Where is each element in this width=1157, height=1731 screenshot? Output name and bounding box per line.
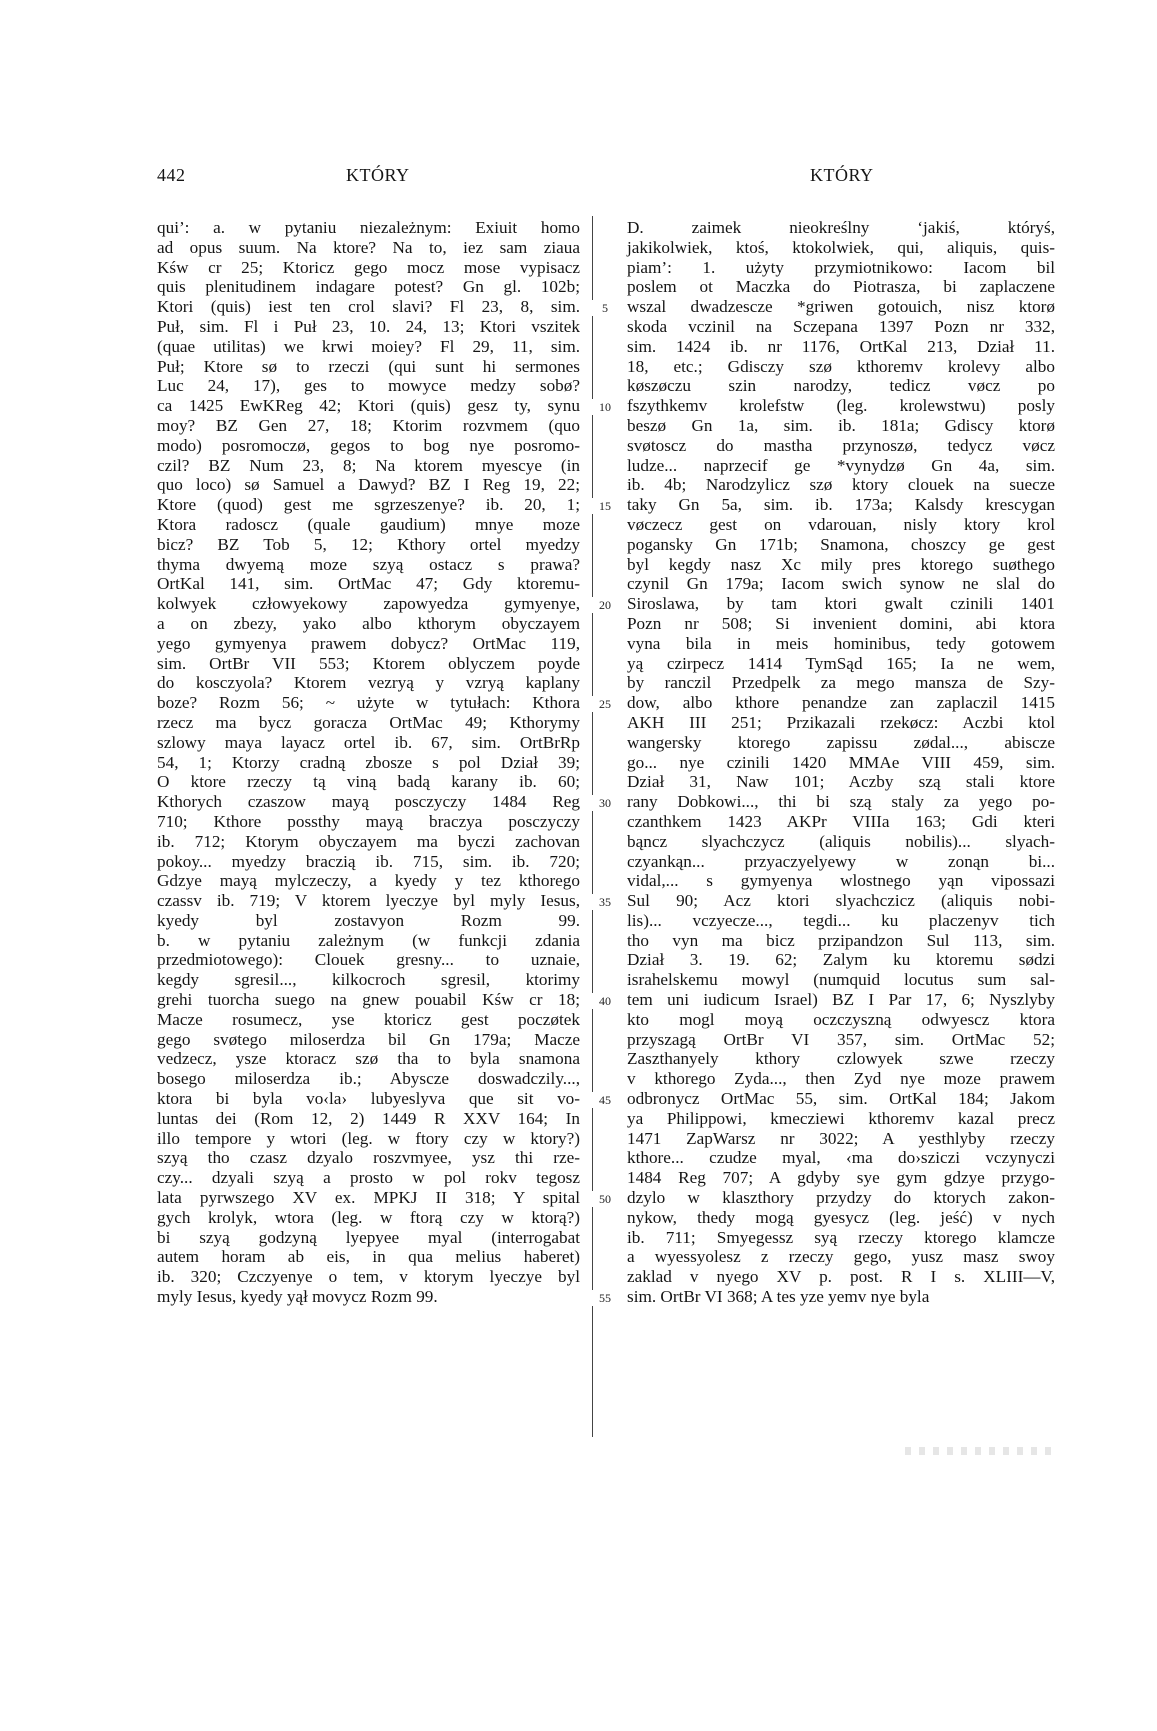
text-line: ib. 4b; Narodzylicz szø ktory clouek na suecze	[627, 475, 1055, 495]
text-line: vidal,... s gymyenya wlostnego yąn vipossazi	[627, 871, 1055, 891]
text-line: Macze rosumecz, yse ktoricz gest poczøtek	[157, 1009, 580, 1029]
text-line: sim. OrtBr VI 368; A tes yze yemv nye byla	[627, 1287, 930, 1307]
text-line: taky Gn 5a, sim. ib. 173a; Kalsdy krescygan	[627, 495, 1055, 515]
text-line: ib. 711; Smyegessz syą rzeczy ktorego klamcze	[627, 1227, 1055, 1247]
text-line: myly Iesus, kyedy yął movycz Rozm 99.	[157, 1287, 438, 1307]
text-line: do kosczyola? Ktorem vezryą y vzryą kaplany	[157, 673, 580, 693]
text-line: AKH III 251; Przikazali rzekøcz: Aczbi ktol	[627, 712, 1055, 732]
text-line: b. w pytaniu zależnym (w funkcji zdania	[157, 930, 580, 950]
text-line: moy? BZ Gen 27, 18; Ktorim rozvmem (quo	[157, 415, 580, 435]
text-line: Ktori (quis) iest ten crol slavi? Fl 23, 8, sim.	[157, 297, 580, 317]
text-line: ib. 320; Czczyenye o tem, v ktorym lyeczye byl	[157, 1267, 580, 1287]
text-line: bicz? BZ Tob 5, 12; Kthory ortel myedzy	[157, 534, 580, 554]
text-line: modo) posromoczø, gegos to bog nye posromo-	[157, 435, 580, 455]
text-line: przedmiotowego): Clouek gresny... to uznaie,	[157, 950, 580, 970]
text-line: vøczecz gest on vdarouan, nisly ktory krol	[627, 514, 1055, 534]
text-line: bąncz slyachczycz (aliquis nobilis)... slyach-	[627, 831, 1055, 851]
text-line: ca 1425 EwKReg 42; Ktori (quis) gesz ty, synu	[157, 396, 580, 416]
text-line: beszø Gn 1a, sim. ib. 181a; Gdiscy ktorø	[627, 415, 1055, 435]
text-line: ya Philippowi, kmecziewi kthoremv kazal precz	[627, 1108, 1055, 1128]
text-line: tem uni iudicum Israel) BZ I Par 17, 6; Nyszlyby	[627, 990, 1055, 1010]
text-line: rzecz ma bycz goracza OrtMac 49; Kthorymy	[157, 712, 580, 732]
line-number: 40	[590, 993, 620, 1009]
text-line: czyankąn... przyaczyelyewy w zonąn bi...	[627, 851, 1055, 871]
text-line: vyna bila in meis hominibus, tedy gotowem	[627, 633, 1055, 653]
text-line: wszal dwadzescze *griwen gotouich, nisz ktorø	[627, 297, 1055, 317]
text-line: by ranczil Przedpelk za mego mansza de Szy-	[627, 673, 1055, 693]
text-line: odbronycz OrtMac 55, sim. OrtKal 184; Jakom	[627, 1089, 1055, 1109]
text-line: kolwyek człowyekowy zapowyedza gymyenye,	[157, 594, 580, 614]
text-line: qui’: a. w pytaniu niezależnym: Exiuit homo	[157, 218, 580, 237]
text-line: lata pyrwszego XV ex. MPKJ II 318; Y spital	[157, 1188, 580, 1208]
text-line: yą czirpecz 1414 TymSąd 165; Ia ne wem,	[627, 653, 1055, 673]
line-numbers	[590, 218, 620, 1418]
text-line: Siroslawa, by tam ktori gwalt czinili 1401	[627, 594, 1055, 614]
line-number: 5	[590, 300, 620, 316]
text-line: kto mogl moyą oczczyszną odwyescz ktora	[627, 1009, 1055, 1029]
text-line: lis)... vczyecze..., tegdi... ku placzenyv tich	[627, 910, 1055, 930]
text-line: v kthorego Zyda..., then Zyd nye moze prawem	[627, 1069, 1055, 1089]
text-line: Kthorych czaszow mayą posczyczy 1484 Reg	[157, 792, 580, 812]
text-line: czynil Gn 179a; Iacom swich synow ne slal do	[627, 574, 1055, 594]
text-line: kthore... czudze myal, ‹ma do›sziczi vczynyczi	[627, 1148, 1055, 1168]
line-number: 50	[590, 1191, 620, 1207]
text-line: kegdy sgresil..., kilkocroch sgresil, ktorimy	[157, 970, 580, 990]
text-line: a on zbezy, yako albo kthorym obyczayem	[157, 613, 580, 633]
text-line: bi szyą godzyną lyepyee myal (interrogabat	[157, 1227, 580, 1247]
text-line: Zaszthanyely kthory czlowyek szwe rzeczy	[627, 1049, 1055, 1069]
text-line: ad opus suum. Na ktore? Na to, iez sam ziaua	[157, 237, 580, 257]
text-line: czil? BZ Num 23, 8; Na ktorem myescye (in	[157, 455, 580, 475]
line-number: 30	[590, 795, 620, 811]
text-line: ludze... naprzecif ge *vynydzø Gn 4a, sim.	[627, 455, 1055, 475]
text-line: gych krolyk, wtora (leg. w ftorą czy w ktorą?)	[157, 1207, 580, 1227]
text-line: illo tempore y wtori (leg. w ftory czy w ktory?)	[157, 1128, 580, 1148]
text-line: Gdzye mayą mylczeczy, a kyedy y tez kthorego	[157, 871, 580, 891]
text-line: skoda vczinil na Sczepana 1397 Pozn nr 332,	[627, 316, 1055, 336]
text-line: israhelskemu mowyl (numquid locutus sum sal-	[627, 970, 1055, 990]
text-line: jakikolwiek, ktoś, ktokolwiek, qui, aliquis, quis-	[627, 237, 1055, 257]
text-line: quo loco) sø Samuel a Dawyd? BZ I Reg 19, 22;	[157, 475, 580, 495]
text-line: svøtoscz do mastha przynoszø, tedycz vøcz	[627, 435, 1055, 455]
text-line: dow, albo kthore penandze zan zaplaczil 1415	[627, 693, 1055, 713]
line-number: 25	[590, 696, 620, 712]
line-number: 45	[590, 1092, 620, 1108]
text-line: Ktora radoscz (quale gaudium) mnye moze	[157, 514, 580, 534]
text-line: OrtKal 141, sim. OrtMac 47; Gdy ktoremu-	[157, 574, 580, 594]
right-column	[627, 218, 1055, 1307]
text-line: ktora bi byla vo‹la› lubyeslyva que sit vo-	[157, 1089, 580, 1109]
text-line: piam’: 1. użyty przymiotnikowo: Iacom bil	[627, 257, 1055, 277]
left-column	[157, 218, 580, 1307]
text-line: wangersky ktorego zapissu zødal..., abiscze	[627, 732, 1055, 752]
text-line: nykow, thedy mogą gyesycz (leg. jeść) v nych	[627, 1207, 1055, 1227]
text-line: sim. OrtBr VII 553; Ktorem oblyczem poyde	[157, 653, 580, 673]
text-line: Puł; Ktore sø to rzeczi (qui sunt hi sermones	[157, 356, 580, 376]
line-number: 10	[590, 399, 620, 415]
text-line: Kśw cr 25; Ktoricz gego mocz mose vypisacz	[157, 257, 580, 277]
text-line: (quae utilitas) we krwi moiey? Fl 29, 11, sim.	[157, 336, 580, 356]
text-line: Puł, sim. Fl i Puł 23, 10. 24, 13; Ktori vszitek	[157, 316, 580, 336]
text-line: szyą tho czasz dzyalo roszvmyee, ysz thi rze-	[157, 1148, 580, 1168]
text-line: Pozn nr 508; Si invenient domini, abi ktora	[627, 613, 1055, 633]
running-head-left: KTÓRY	[346, 165, 410, 185]
text-line: køszøczu szin narodzy, tedicz vøcz po	[627, 376, 1055, 396]
text-line: go... nye czinili 1420 MMAe VIII 459, sim.	[627, 752, 1055, 772]
line-number: 15	[590, 498, 620, 514]
text-line: vedzecz, ysze ktoracz szø tha to byla snamona	[157, 1049, 580, 1069]
text-line: pogansky Gn 171b; Snamona, choszcy ge gest	[627, 534, 1055, 554]
text-line: sim. 1424 ib. nr 1176, OrtKal 213, Dział 11.	[627, 336, 1055, 356]
text-line: rany Dobkowi..., thi bi szą staly za yego po-	[627, 792, 1055, 812]
text-line: pokoy... myedzy braczią ib. 715, sim. ib. 720;	[157, 851, 580, 871]
text-line: ib. 712; Ktorym obyczayem ma byczi zachovan	[157, 831, 580, 851]
text-line: czanthkem 1423 AKPr VIIIa 163; Gdi kteri	[627, 811, 1055, 831]
text-line: D. zaimek nieokreślny ‘jakiś, któryś,	[627, 218, 1055, 237]
text-line: Ktore (quod) gest me sgrzeszenye? ib. 20, 1;	[157, 495, 580, 515]
text-line: 710; Kthore possthy mayą braczya posczyczy	[157, 811, 580, 831]
text-line: thyma dwyemą moze szyą ostacz s prawa?	[157, 554, 580, 574]
text-line: bosego miloserdza ib.; Abyscze doswadczily...,	[157, 1069, 580, 1089]
text-line: grehi tuorcha suego na gnew pouabil Kśw cr 18;	[157, 990, 580, 1010]
text-line: szlowy maya layacz ortel ib. 67, sim. OrtBrRp	[157, 732, 580, 752]
text-line: 1471 ZapWarsz nr 3022; A yesthlyby rzeczy	[627, 1128, 1055, 1148]
text-line: kyedy byl zostavyon Rozm 99.	[157, 910, 580, 930]
text-line: poslem ot Maczka do Piotrasza, bi zaplaczene	[627, 277, 1055, 297]
text-line: Dział 3. 19. 62; Zalym ku ktoremu sødzi	[627, 950, 1055, 970]
text-line: yego gymyenya prawem dobycz? OrtMac 119,	[157, 633, 580, 653]
line-number: 20	[590, 597, 620, 613]
print-smudge	[905, 1447, 1055, 1455]
text-line: Dział 31, Naw 101; Aczby szą stali ktore	[627, 772, 1055, 792]
text-line: 18, etc.; Gdisczy szø kthoremv krolevy albo	[627, 356, 1055, 376]
text-line: gego svøtego miloserdza bil Gn 179a; Macze	[157, 1029, 580, 1049]
text-line: fszythkemv krolefstw (leg. krolewstwu) posly	[627, 396, 1055, 416]
text-line: 54, 1; Ktorzy cradną zbosze s pol Dział 39;	[157, 752, 580, 772]
text-line: dzylo w klaszthory przydzy do ktorych zakon-	[627, 1188, 1055, 1208]
text-line: Luc 24, 17), ges to mowyce medzy sobø?	[157, 376, 580, 396]
text-line: zaklad v nyego XV p. post. R I s. XLIII—V,	[627, 1267, 1055, 1287]
text-line: boze? Rozm 56; ~ użyte w tytułach: Kthora	[157, 693, 580, 713]
text-line: czy... dzyali szyą a prosto w pol rokv tegosz	[157, 1168, 580, 1188]
text-line: a wyessyolesz z rzeczy gego, yusz masz swoy	[627, 1247, 1055, 1267]
text-line: Sul 90; Acz ktori slyachczicz (aliquis nobi-	[627, 891, 1055, 911]
text-line: przyszagą OrtBr VI 357, sim. OrtMac 52;	[627, 1029, 1055, 1049]
line-number: 55	[590, 1290, 620, 1306]
text-line: byl kegdy nasz Xc mily pres ktorego suøthego	[627, 554, 1055, 574]
text-line: O ktore rzeczy tą viną badą karany ib. 60;	[157, 772, 580, 792]
text-line: autem horam ab eis, in qua melius haberet)	[157, 1247, 580, 1267]
page-number: 442	[157, 165, 186, 185]
text-line: 1484 Reg 707; A gdyby sye gym gdzye przygo-	[627, 1168, 1055, 1188]
text-line: quis plenitudinem indagare potest? Gn gl. 102b;	[157, 277, 580, 297]
text-line: czassv ib. 719; V ktorem lyeczye byl myly Iesus,	[157, 891, 580, 911]
text-line: luntas dei (Rom 12, 2) 1449 R XXV 164; In	[157, 1108, 580, 1128]
line-number: 35	[590, 894, 620, 910]
running-head-right: KTÓRY	[810, 165, 874, 185]
text-line: tho vyn ma bicz przipandzon Sul 113, sim.	[627, 930, 1055, 950]
